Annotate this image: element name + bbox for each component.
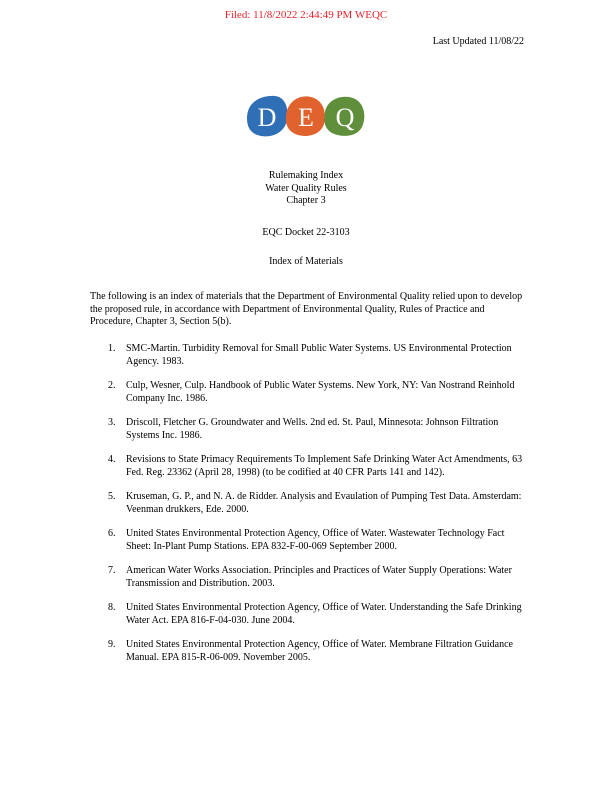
deq-logo-letter-e: E <box>298 103 314 132</box>
reference-text: Revisions to State Primacy Requirements To Implement Safe Drinking Water Act Amendments, 63 Fed. Reg. 23362 (April 28, 1998) (to be codified at 40 CFR Parts 141 and 142). <box>126 454 523 478</box>
deq-logo-letter-q: Q <box>335 103 355 132</box>
reference-number: 8. <box>108 602 116 613</box>
reference-number: 3. <box>108 417 116 428</box>
reference-number: 7. <box>108 565 116 576</box>
reference-item <box>90 491 530 516</box>
reference-text: United States Environmental Protection Agency, Office of Water. Membrane Filtration Guidance Manual. EPA 815-R-06-009. November 2005. <box>126 639 513 663</box>
reference-item <box>90 343 530 368</box>
reference-text: United States Environmental Protection Agency, Office of Water. Wastewater Technology Fact Sheet: In-Plant Pump Stations. EPA 832-F-00-069 September 2000. <box>126 528 505 552</box>
reference-text: Driscoll, Fletcher G. Groundwater and Wells. 2nd ed. St. Paul, Minnesota: Johnson Filtration Systems Inc. 1986. <box>126 417 499 441</box>
reference-text: SMC-Martin. Turbidity Removal for Small Public Water Systems. US Environmental Protection Agency. 1983. <box>126 343 512 367</box>
reference-text: Culp, Wesner, Culp. Handbook of Public Water Systems. New York, NY: Van Nostrand Reinhold Company Inc. 1986. <box>126 380 515 404</box>
index-subtitle: Index of Materials <box>269 256 343 267</box>
title-line-1: Rulemaking Index <box>268 170 344 181</box>
docket-number: EQC Docket 22-3103 <box>262 227 350 238</box>
reference-number: 1. <box>108 343 116 354</box>
last-updated: Last Updated 11/08/22 <box>432 36 524 47</box>
reference-item <box>90 565 530 590</box>
reference-item <box>90 454 530 479</box>
title-line-2: Water Quality Rules <box>265 182 347 194</box>
intro-paragraph: The following is an index of materials that the Department of Environmental Quality relied upon to develop the proposed rule, in accordance with Department of Environmental Quality, Rules of Practice and Procedure, Chapter 3, Section 5(b). <box>90 291 523 327</box>
reference-list <box>90 343 530 664</box>
reference-number: 2. <box>108 380 116 391</box>
reference-number: 9. <box>108 639 116 650</box>
reference-number: 4. <box>108 454 116 465</box>
reference-number: 6. <box>108 528 116 539</box>
deq-logo-letter-d: D <box>257 103 277 132</box>
reference-item <box>90 417 530 442</box>
reference-item <box>90 380 530 405</box>
title-block <box>0 170 612 208</box>
filed-stamp: Filed: 11/8/2022 2:44:49 PM WEQC <box>224 9 388 21</box>
reference-text: Kruseman, G. P., and N. A. de Ridder. Analysis and Evaulation of Pumping Test Data. Amsterdam: Veenman drukkers, Ede. 2000. <box>126 491 522 515</box>
reference-text: United States Environmental Protection Agency, Office of Water. Understanding the Safe Drinking Water Act. EPA 816-F-04-030. June 2004. <box>126 602 522 626</box>
reference-number: 5. <box>108 491 116 502</box>
title-line-3: Chapter 3 <box>286 195 326 206</box>
reference-item <box>90 639 530 664</box>
reference-text: American Water Works Association. Principles and Practices of Water Supply Operations: Water Transmission and Distribution. 2003. <box>126 565 512 589</box>
deq-logo <box>243 94 369 138</box>
reference-item <box>90 602 530 627</box>
reference-item <box>90 528 530 553</box>
